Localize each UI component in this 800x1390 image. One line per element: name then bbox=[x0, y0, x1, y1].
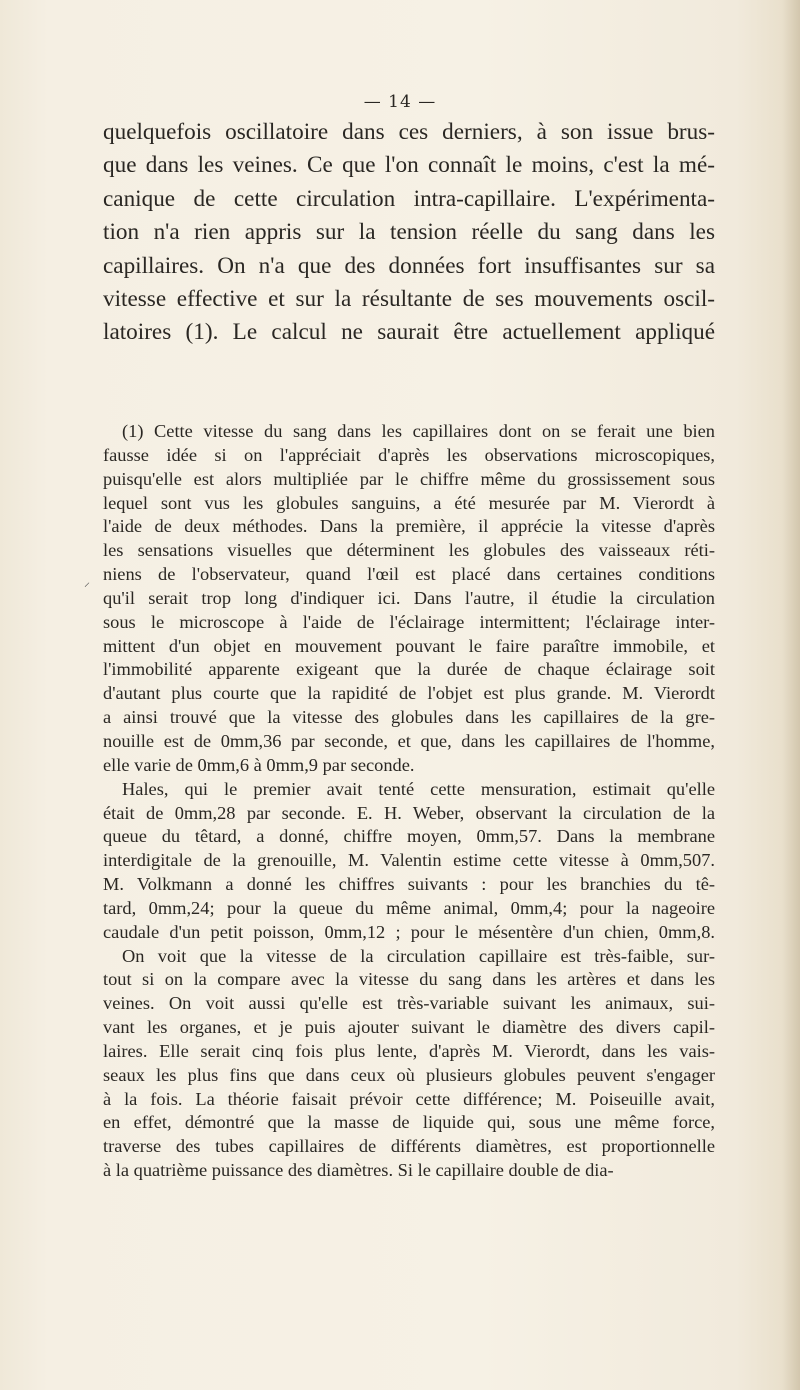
footnote-line: nouille est de 0mm,36 par seconde, et que, dans les capillaires de l'homme, bbox=[103, 730, 715, 751]
footnote-line: en effet, démontré que la masse de liquide qui, sous une même force, bbox=[103, 1112, 715, 1133]
margin-mark: ⸝ bbox=[84, 575, 91, 589]
footnote-line: l'immobilité apparente exigeant que la durée de chaque éclairage soit bbox=[103, 659, 715, 680]
footnote-line: (1) Cette vitesse du sang dans les capillaires dont on se ferait une bien bbox=[122, 421, 715, 441]
footnote-line: à la quatrième puissance des diamètres. Si le capillaire double de dia- bbox=[103, 1160, 614, 1181]
main-paragraph bbox=[103, 116, 715, 350]
footnote-line: elle varie de 0mm,6 à 0mm,9 par seconde. bbox=[103, 754, 415, 775]
footnote-line: puisqu'elle est alors multipliée par le chiffre même du grossissement sous bbox=[103, 468, 715, 489]
footnote-line: laires. Elle serait cinq fois plus lente, d'après M. Vierordt, dans les vais- bbox=[103, 1040, 715, 1061]
footnote-line: Hales, qui le premier avait tenté cette mensuration, estimait qu'elle bbox=[122, 778, 715, 799]
footnote-line: niens de l'observateur, quand l'œil est placé dans certaines conditions bbox=[103, 564, 715, 585]
footnote-line: On voit que la vitesse de la circulation capillaire est très-faible, sur- bbox=[122, 945, 715, 966]
footnote-line: l'aide de deux méthodes. Dans la première, il apprécie la vitesse d'après bbox=[103, 516, 715, 537]
footnote-line: à la fois. La théorie faisait prévoir cette différence; M. Poiseuille avait, bbox=[103, 1088, 715, 1109]
footnote-line: queue du têtard, a donné, chiffre moyen, 0mm,57. Dans la membrane bbox=[103, 826, 715, 847]
footnote-line: a ainsi trouvé que la vitesse des globules dans les capillaires de la gre- bbox=[103, 707, 715, 728]
footnote-line: les sensations visuelles que déterminent les globules des vaisseaux réti- bbox=[103, 540, 715, 561]
main-line: quelquefois oscillatoire dans ces derniers, à son issue brus- bbox=[103, 119, 715, 145]
footnote-line: M. Volkmann a donné les chiffres suivants : pour les branchies du tê- bbox=[103, 874, 715, 895]
footnote-line: tard, 0mm,24; pour la queue du même animal, 0mm,4; pour la nageoire bbox=[103, 897, 715, 918]
footnote-line: lequel sont vus les globules sanguins, a été mesurée par M. Vierordt à bbox=[103, 492, 715, 513]
footnote-line: qu'il serait trop long d'indiquer ici. Dans l'autre, il étudie la circulation bbox=[103, 587, 715, 608]
footnote-line: caudale d'un petit poisson, 0mm,12 ; pour le mésentère d'un chien, 0mm,8. bbox=[103, 921, 715, 942]
main-line: vitesse effective et sur la résultante de ses mouvements oscil- bbox=[103, 285, 715, 312]
main-line: latoires (1). Le calcul ne saurait être actuellement appliqué bbox=[103, 319, 715, 346]
footnote-line: vant les organes, et je puis ajouter suivant le diamètre des divers capil- bbox=[103, 1017, 715, 1038]
main-line: canique de cette circulation intra-capillaire. L'expérimenta- bbox=[103, 185, 715, 212]
footnote-line: veines. On voit aussi qu'elle est très-variable suivant les animaux, sui- bbox=[103, 993, 715, 1014]
footnote-line: mittent d'un objet en mouvement pouvant le faire paraître immobile, et bbox=[103, 635, 715, 656]
footnote-line: d'autant plus courte que la rapidité de l'objet est plus grande. M. Vierordt bbox=[103, 683, 715, 704]
footnote-line: était de 0mm,28 par seconde. E. H. Weber, observant la circulation de la bbox=[103, 802, 715, 823]
footnote-line: seaux les plus fins que dans ceux où plusieurs globules peuvent s'engager bbox=[103, 1064, 715, 1085]
main-line: capillaires. On n'a que des données fort insuffisantes sur sa bbox=[103, 252, 715, 279]
footnote-line: interdigitale de la grenouille, M. Valentin estime cette vitesse à 0mm,507. bbox=[103, 850, 715, 871]
main-line: tion n'a rien appris sur la tension réelle du sang dans les bbox=[103, 219, 715, 246]
footnote-line: fausse idée si on l'appréciait d'après les observations microscopiques, bbox=[103, 444, 715, 465]
footnote-line: tout si on la compare avec la vitesse du sang dans les artères et dans les bbox=[103, 969, 715, 990]
footnote-line: traverse des tubes capillaires de différents diamètres, est proportionnelle bbox=[103, 1136, 715, 1157]
main-line: que dans les veines. Ce que l'on connaît le moins, c'est la mé- bbox=[103, 152, 715, 179]
page-edge-shadow bbox=[782, 0, 800, 1390]
footnote-line: sous le microscope à l'aide de l'éclairage intermittent; l'éclairage inter- bbox=[103, 611, 715, 632]
footnote-block bbox=[103, 420, 715, 1183]
page-number: — 14 — bbox=[363, 92, 437, 112]
